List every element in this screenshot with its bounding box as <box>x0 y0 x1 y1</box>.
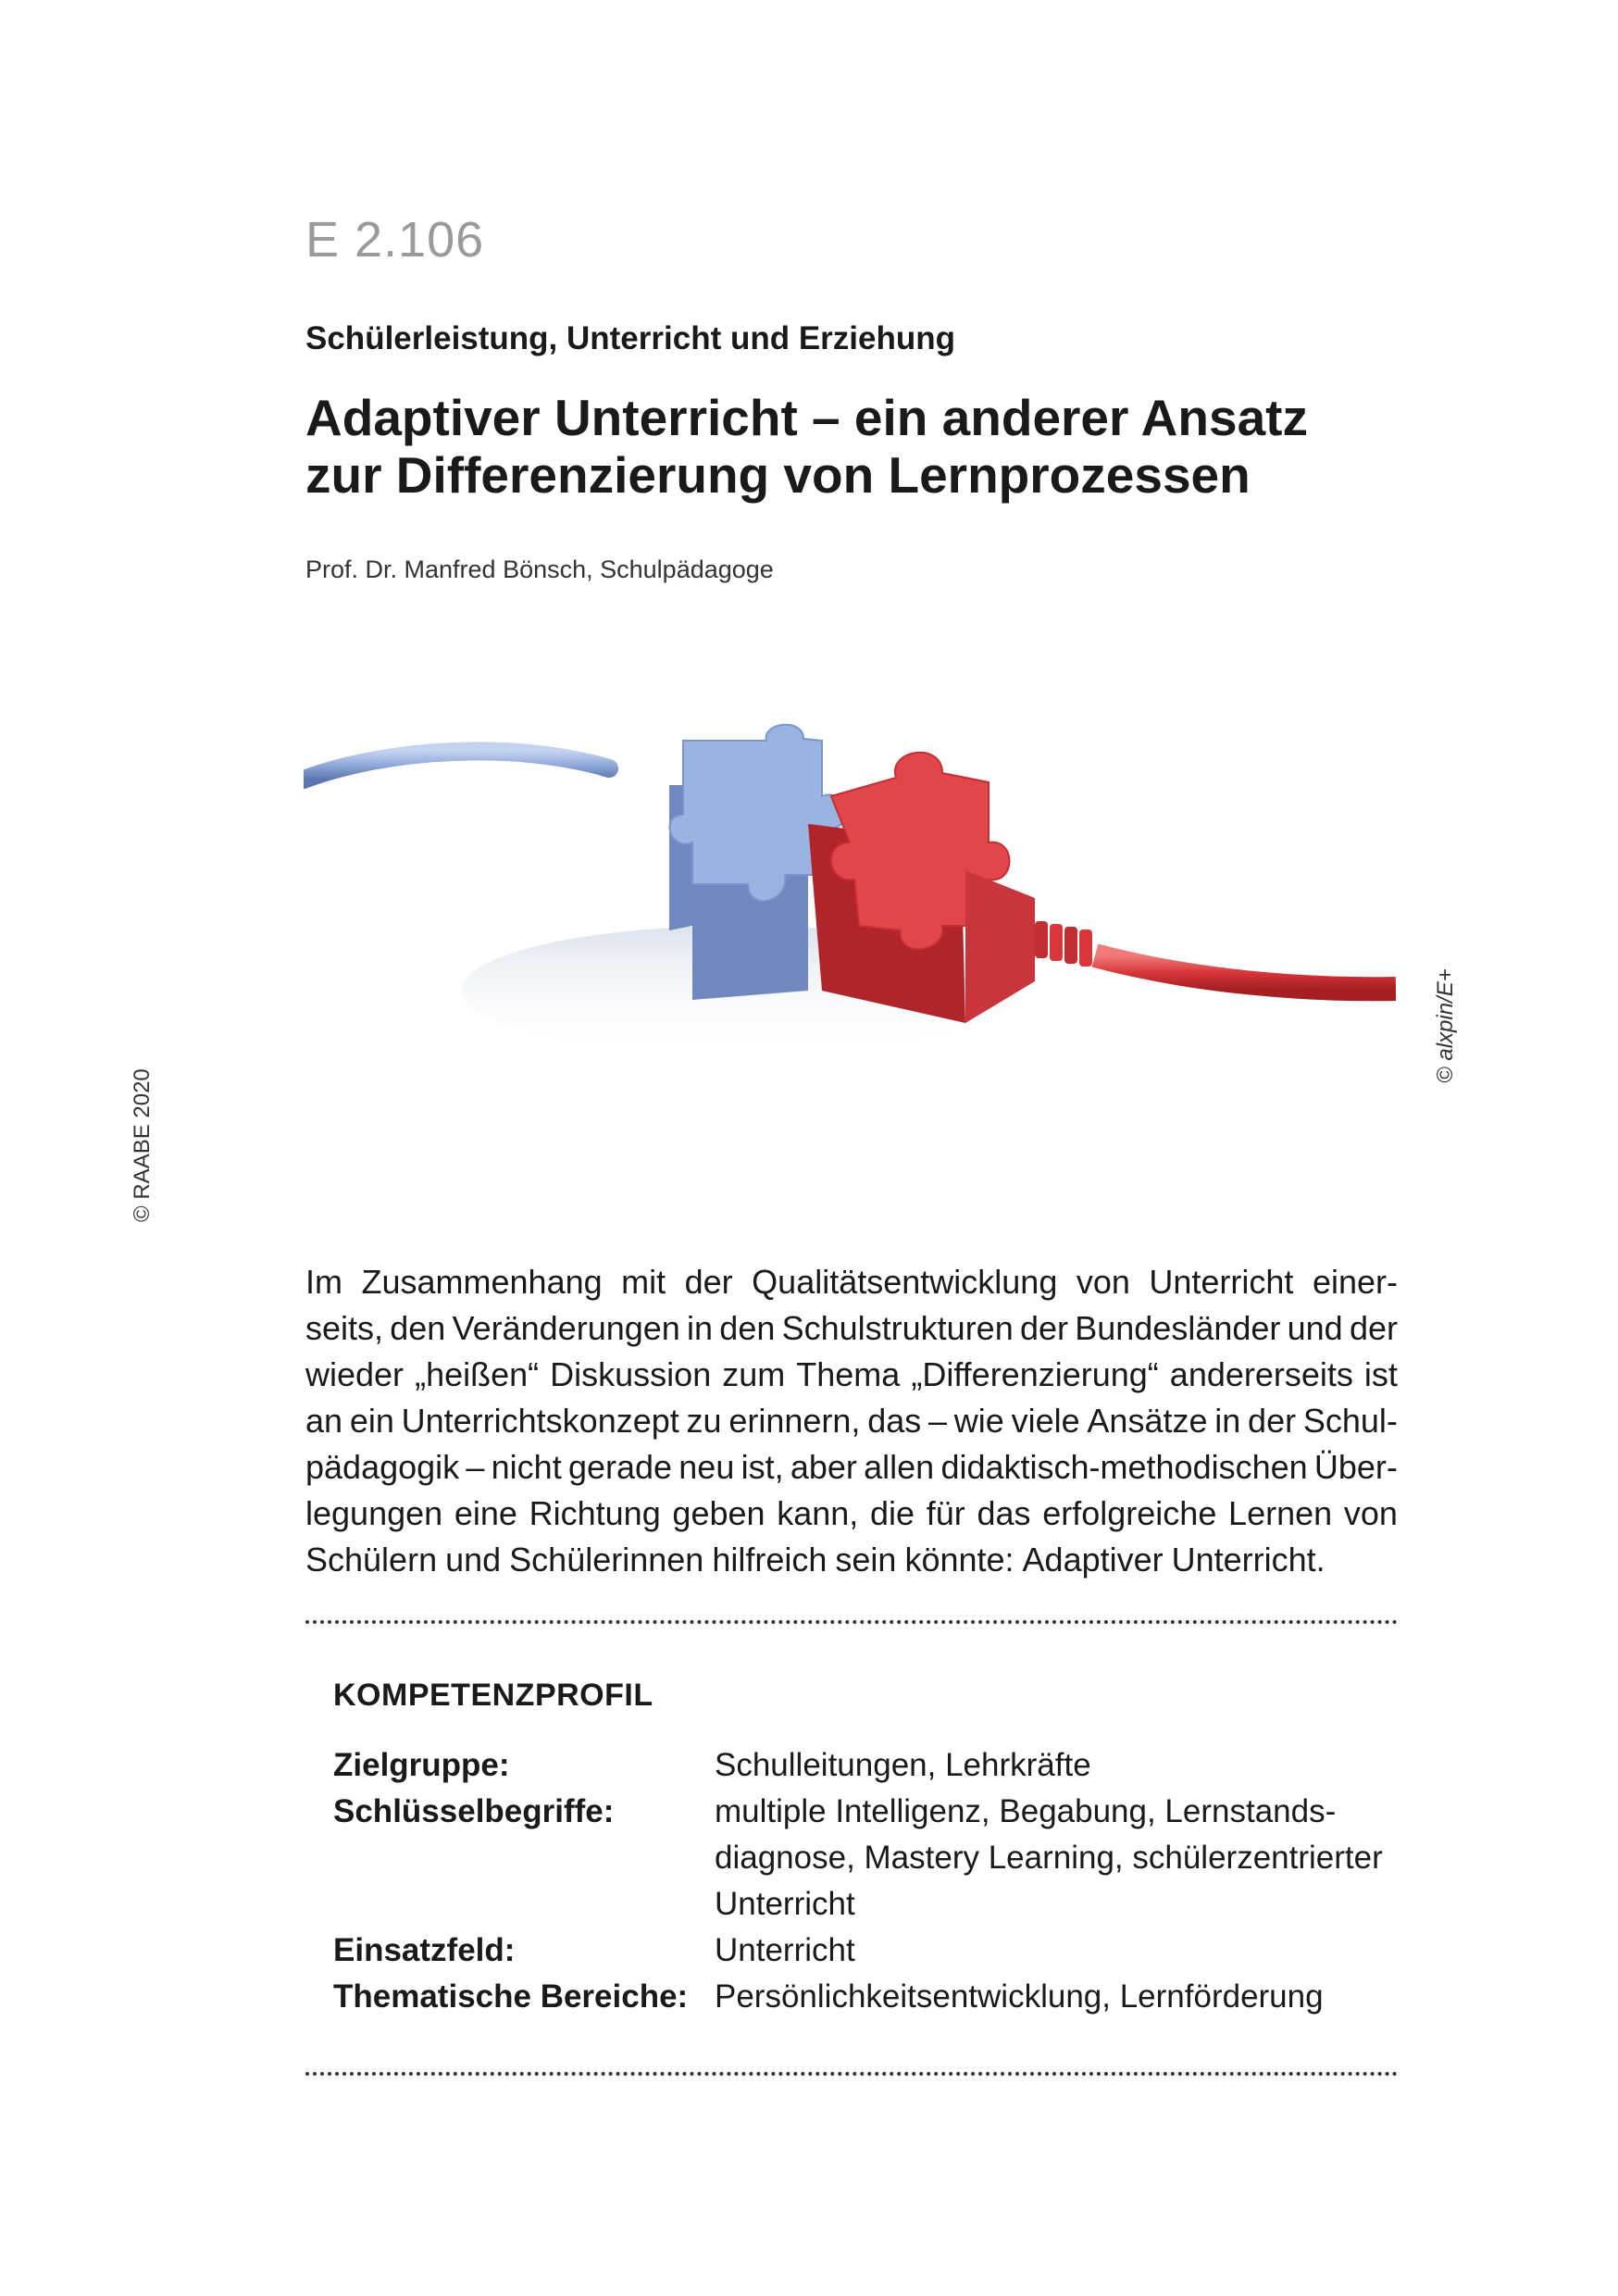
profile-key: Schlüsselbegriffe: <box>333 1793 615 1829</box>
intro-word: könnte: <box>904 1541 1014 1578</box>
profile-value <box>715 1974 1324 2020</box>
red-cable-connector <box>1035 921 1092 967</box>
copyright-vertical: © RAABE 2020 <box>130 1068 155 1222</box>
dotted-divider-top <box>305 1620 1398 1624</box>
intro-word: ist, <box>741 1448 784 1486</box>
intro-word: Schul- <box>1302 1402 1398 1440</box>
intro-word: Unterricht <box>1149 1263 1294 1301</box>
document-code: E 2.106 <box>305 212 485 268</box>
intro-word: Lernen <box>1228 1494 1333 1532</box>
intro-line <box>305 1491 1398 1537</box>
intro-word: wieder <box>305 1355 404 1393</box>
intro-word: Richtung <box>529 1494 661 1532</box>
intro-word: erinnern, <box>728 1402 861 1440</box>
intro-word: Zusammenhang <box>361 1263 603 1301</box>
profile-row <box>333 1789 1388 1928</box>
intro-word: den <box>390 1309 446 1347</box>
intro-word: Thema <box>796 1355 901 1393</box>
puzzle-cable-illustration <box>304 713 1396 1102</box>
intro-word: sein <box>835 1541 897 1578</box>
intro-word: pädagogik <box>305 1448 460 1486</box>
intro-word: Schülern <box>305 1541 438 1578</box>
title-line-1: Adaptiver Unterricht – ein anderer Ansatz <box>305 389 1308 446</box>
intro-word: an <box>305 1402 343 1440</box>
intro-word: seits, <box>305 1309 384 1347</box>
intro-paragraph <box>305 1259 1398 1583</box>
intro-word: Ansätze <box>1087 1402 1208 1440</box>
intro-word: – <box>928 1402 948 1440</box>
profile-value-line: Schulleitungen, Lehrkräfte <box>715 1747 1091 1783</box>
profile-key: Thematische Bereiche: <box>333 1978 689 2015</box>
intro-word: Adaptiver <box>1022 1541 1164 1578</box>
intro-word: einer- <box>1312 1263 1398 1301</box>
intro-word: – <box>466 1448 485 1486</box>
intro-word: den <box>719 1309 776 1347</box>
intro-word: in <box>1214 1402 1241 1440</box>
intro-word: Im <box>305 1263 342 1301</box>
intro-line <box>305 1305 1398 1352</box>
intro-word: die <box>870 1494 915 1532</box>
intro-word: gerade <box>567 1448 673 1486</box>
intro-word: das <box>867 1402 922 1440</box>
profile-key: Einsatzfeld: <box>333 1932 516 1968</box>
intro-word: „heißen“ <box>415 1355 540 1393</box>
intro-word: Schulstrukturen <box>781 1309 1014 1347</box>
intro-word: Qualitätsentwicklung <box>752 1263 1058 1301</box>
intro-word: der <box>1248 1402 1297 1440</box>
document-title <box>305 389 1416 504</box>
profile-row <box>333 1928 1388 1974</box>
intro-word: zu <box>686 1402 722 1440</box>
intro-word: mit <box>621 1263 666 1301</box>
intro-word: andererseits <box>1169 1355 1353 1393</box>
profile-value-line: Unterricht <box>715 1932 855 1968</box>
intro-word: Veränderungen <box>452 1309 680 1347</box>
intro-word: erfolgreiche <box>1042 1494 1217 1532</box>
profile-value-line: Persönlichkeitsentwicklung, Lernförderung <box>715 1978 1324 2015</box>
intro-word: und <box>1287 1309 1343 1347</box>
intro-word: von <box>1343 1494 1398 1532</box>
intro-line <box>305 1352 1398 1398</box>
intro-line <box>305 1444 1398 1491</box>
intro-line <box>305 1398 1398 1444</box>
profile-value-line: multiple Intelligenz, Begabung, Lernstands- <box>715 1793 1337 1829</box>
puzzle-cable-svg <box>304 713 1396 1102</box>
blue-cable <box>304 751 609 780</box>
profile-value-line: diagnose, Mastery Learning, schülerzentrierter <box>715 1840 1383 1876</box>
intro-word: allen <box>864 1448 935 1486</box>
intro-word: in <box>687 1309 714 1347</box>
intro-word: Diskussion <box>550 1355 712 1393</box>
image-credit-vertical: © alxpin/E+ <box>1433 968 1458 1083</box>
profile-key: Zielgruppe: <box>333 1747 510 1783</box>
intro-line <box>305 1537 1398 1583</box>
profile-value <box>715 1789 1383 1928</box>
intro-word: zum <box>722 1355 786 1393</box>
profile-row <box>333 1742 1388 1789</box>
profile-row <box>333 1974 1388 2020</box>
intro-word: aber <box>790 1448 857 1486</box>
intro-word: ein <box>349 1402 394 1440</box>
author-line: Prof. Dr. Manfred Bönsch, Schulpädagoge <box>305 555 774 583</box>
intro-word: legungen <box>305 1494 443 1532</box>
intro-word: hilfreich <box>712 1541 828 1578</box>
competence-profile <box>333 1742 1388 2020</box>
intro-word: ist <box>1363 1355 1398 1393</box>
intro-word: der <box>1349 1309 1398 1347</box>
intro-word: für <box>926 1494 965 1532</box>
intro-word: der <box>684 1263 733 1301</box>
intro-word: Schülerinnen <box>509 1541 704 1578</box>
red-cable <box>1095 955 1396 989</box>
intro-word: und <box>445 1541 502 1578</box>
intro-word: „Differenzierung“ <box>911 1355 1159 1393</box>
intro-word: Unterricht. <box>1171 1541 1326 1578</box>
intro-word: der <box>1019 1309 1068 1347</box>
intro-word: kann, <box>777 1494 859 1532</box>
profile-title: KOMPETENZPROFIL <box>333 1678 653 1713</box>
title-line-2: zur Differenzierung von Lernprozessen <box>305 446 1251 504</box>
profile-value-line: Unterricht <box>715 1886 855 1922</box>
intro-word: eine <box>454 1494 517 1532</box>
dotted-divider-bottom <box>305 2072 1398 2076</box>
intro-word: nicht <box>491 1448 562 1486</box>
intro-word: Bundesländer <box>1075 1309 1281 1347</box>
intro-word: das <box>977 1494 1031 1532</box>
intro-word: von <box>1076 1263 1130 1301</box>
intro-word: Über- <box>1313 1448 1398 1486</box>
intro-word: didaktisch-methodischen <box>940 1448 1308 1486</box>
profile-value <box>715 1928 855 1974</box>
intro-word: Unterrichtskonzept <box>401 1402 679 1440</box>
intro-line <box>305 1259 1398 1305</box>
profile-value <box>715 1742 1091 1789</box>
intro-word: viele <box>1011 1402 1080 1440</box>
intro-word: geben <box>672 1494 765 1532</box>
category-heading: Schülerleistung, Unterricht und Erziehung <box>305 320 955 356</box>
intro-word: neu <box>678 1448 735 1486</box>
intro-word: wie <box>953 1402 1004 1440</box>
